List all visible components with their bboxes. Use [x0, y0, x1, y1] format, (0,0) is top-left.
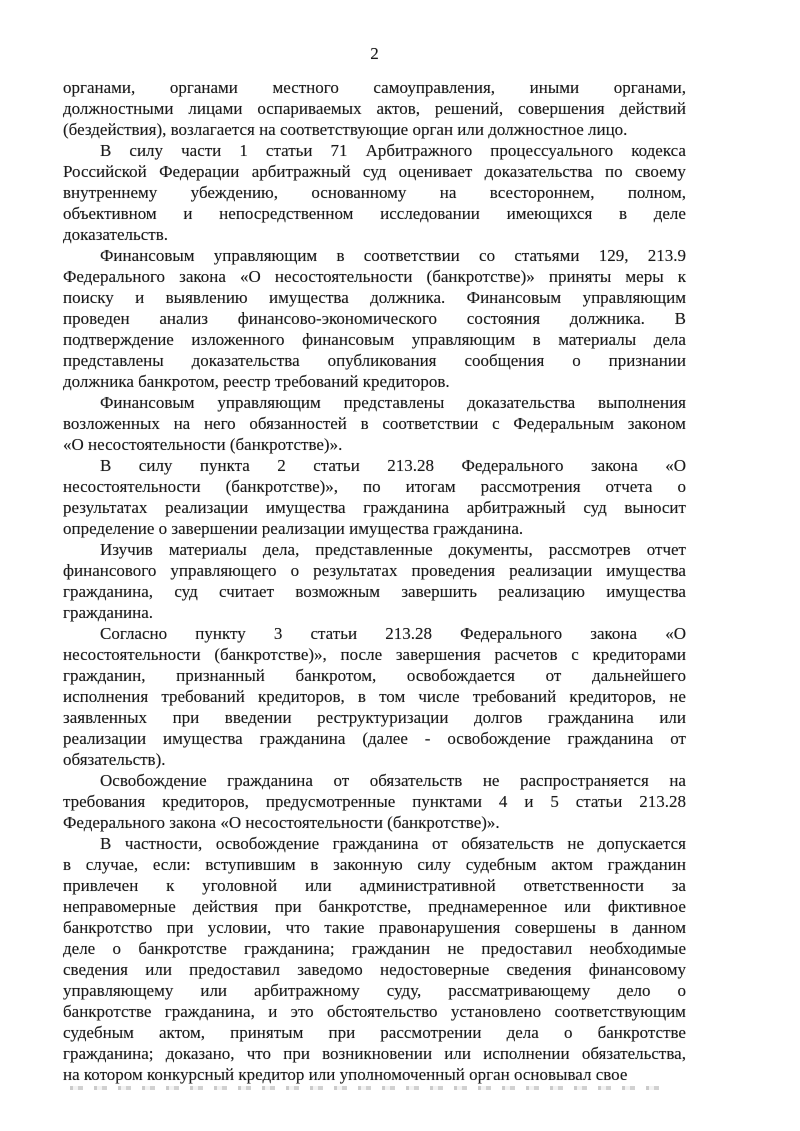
- page-number: 2: [370, 44, 379, 63]
- text-line: Финансовым управляющим в соответствии со статьями 129, 213.9: [100, 246, 686, 265]
- text-line: Федерального закона «О несостоятельности (банкротстве)».: [63, 813, 500, 832]
- text-line: реализации имущества гражданина (далее - освобождение гражданина от: [63, 729, 686, 748]
- text-line: Финансовым управляющим представлены доказательства выполнения: [100, 393, 686, 412]
- text-line: обязательств).: [63, 750, 166, 769]
- text-line: несостоятельности (банкротстве)», по итогам рассмотрения отчета о: [63, 477, 686, 496]
- text-line: Освобождение гражданина от обязательств не распространяется на: [100, 771, 686, 790]
- text-line: банкротство при условии, что такие правонарушения совершены в данном: [63, 918, 686, 937]
- paragraph: [63, 455, 686, 539]
- text-line: судебным актом, принятым при рассмотрении дела о банкротстве: [63, 1023, 686, 1042]
- text-line: представлены доказательства опубликования сообщения о признании: [63, 351, 686, 370]
- text-line: привлечен к уголовной или административной ответственности за: [63, 876, 686, 895]
- text-line: заявленных при введении реструктуризации долгов гражданина или: [63, 708, 686, 727]
- text-line: «О несостоятельности (банкротстве)».: [63, 435, 343, 454]
- text-line: требования кредиторов, предусмотренные пунктами 4 и 5 статьи 213.28: [63, 792, 686, 811]
- text-line: результатах реализации имущества гражданина арбитражный суд выносит: [63, 498, 686, 517]
- paragraph: [63, 539, 686, 623]
- paragraph: [63, 770, 686, 833]
- text-line: исполнения требований кредиторов, в том числе требований кредиторов, не: [63, 687, 686, 706]
- text-line: должностными лицами оспариваемых актов, решений, совершения действий: [63, 99, 686, 118]
- text-line: финансового управляющего о результатах проведения реализации имущества: [63, 561, 686, 580]
- clipped-line-remnant: [70, 1086, 666, 1090]
- text-line: В частности, освобождение гражданина от обязательств не допускается: [100, 834, 686, 853]
- text-line: сведения или предоставил заведомо недостоверные сведения финансовому: [63, 960, 686, 979]
- paragraph: [63, 833, 686, 1085]
- text-line: поиску и выявлению имущества должника. Финансовым управляющим: [63, 288, 686, 307]
- paragraph: [63, 140, 686, 245]
- text-line: органами, органами местного самоуправления, иными органами,: [63, 78, 686, 97]
- text-line: гражданина, суд считает возможным завершить реализацию имущества: [63, 582, 686, 601]
- paragraph: [63, 623, 686, 770]
- text-line: гражданина; доказано, что при возникновении или исполнении обязательства,: [63, 1044, 686, 1063]
- text-line: возложенных на него обязанностей в соответствии с Федеральным законом: [63, 414, 686, 433]
- text-line: подтверждение изложенного финансовым управляющим в материалы дела: [63, 330, 686, 349]
- text-line: доказательств.: [63, 225, 168, 244]
- text-line: должника банкротом, реестр требований кредиторов.: [63, 372, 450, 391]
- text-line: (бездействия), возлагается на соответствующие орган или должностное лицо.: [63, 120, 628, 139]
- text-line: В силу пункта 2 статьи 213.28 Федерального закона «О: [100, 456, 686, 475]
- text-line: несостоятельности (банкротстве)», после завершения расчетов с кредиторами: [63, 645, 686, 664]
- text-line: определение о завершении реализации имущества гражданина.: [63, 519, 524, 538]
- text-line: проведен анализ финансово-экономического состояния должника. В: [63, 309, 686, 328]
- text-line: Федерального закона «О несостоятельности (банкротстве)» приняты меры к: [63, 267, 686, 286]
- text-line: на котором конкурсный кредитор или уполномоченный орган основывал свое: [63, 1065, 628, 1084]
- text-line: Изучив материалы дела, представленные документы, рассмотрев отчет: [100, 540, 686, 559]
- text-line: Российской Федерации арбитражный суд оценивает доказательства по своему: [63, 162, 686, 181]
- text-line: неправомерные действия при банкротстве, преднамеренное или фиктивное: [63, 897, 686, 916]
- text-line: гражданин, признанный банкротом, освобождается от дальнейшего: [63, 666, 686, 685]
- text-line: деле о банкротстве гражданина; гражданин не предоставил необходимые: [63, 939, 686, 958]
- text-line: В силу части 1 статьи 71 Арбитражного процессуального кодекса: [100, 141, 686, 160]
- text-line: гражданина.: [63, 603, 154, 622]
- text-line: объективном и непосредственном исследовании имеющихся в деле: [63, 204, 686, 223]
- paragraph: [63, 77, 686, 140]
- paragraph: [63, 392, 686, 455]
- text-line: внутреннему убеждению, основанному на всестороннем, полном,: [63, 183, 686, 202]
- text-line: в случае, если: вступившим в законную силу судебным актом гражданин: [63, 855, 686, 874]
- text-line: Согласно пункту 3 статьи 213.28 Федерального закона «О: [100, 624, 686, 643]
- text-line: управляющему или арбитражному суду, рассматривающему дело о: [63, 981, 686, 1000]
- document-body: [63, 77, 686, 1085]
- text-line: банкротстве гражданина, и это обстоятельство установлено соответствующим: [63, 1002, 686, 1021]
- paragraph: [63, 245, 686, 392]
